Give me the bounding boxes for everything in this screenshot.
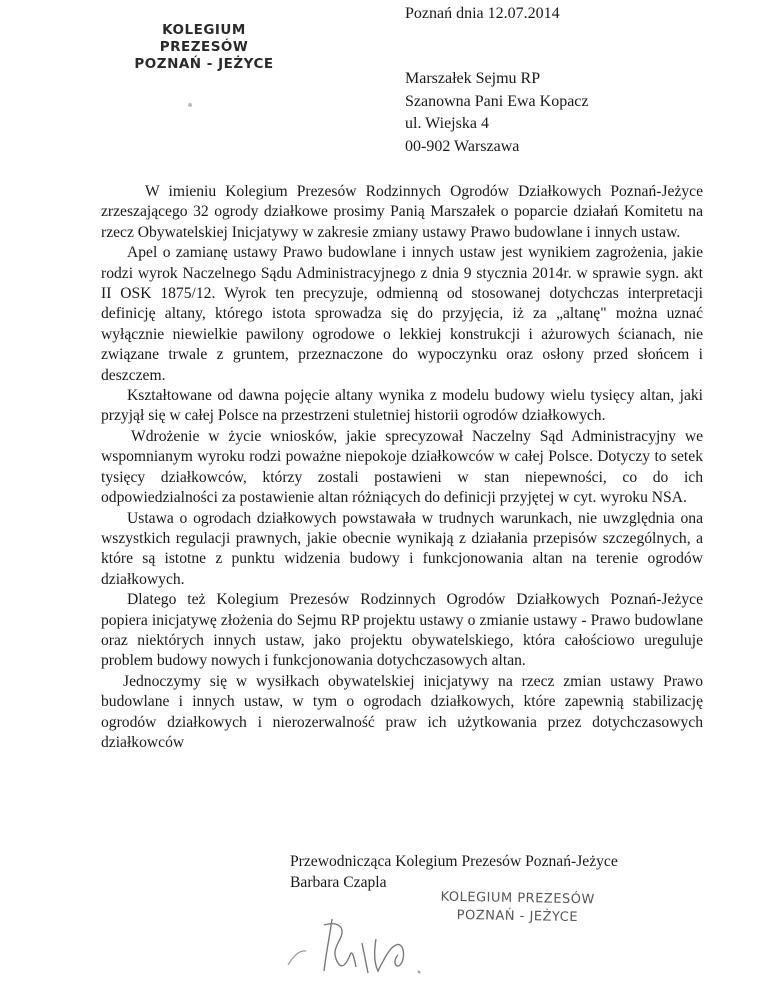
stamp-line: POZNAŃ - JEŻYCE bbox=[456, 907, 579, 926]
stamp-line: KOLEGIUM PREZESÓW bbox=[159, 22, 249, 55]
organization-stamp-footer bbox=[425, 888, 611, 927]
body-paragraph: Kształtowane od dawna pojęcie altany wynika z modelu budowy wielu tysięcy altan, jaki przyjął się w całej Polsce na przestrzeni stuletniej historii ogrodów działkowych. bbox=[101, 387, 703, 425]
body-paragraph: W imieniu Kolegium Prezesów Rodzinnych Ogrodów Działkowych Poznań-Jeżyce zrzeszającego 32 ogrody działkowe prosimy Panią Marszałek o poparcie działań Komitetu na rzecz Obywatelskiej Inicjatywy w zakresie zmiany ustawy Prawo budowlane i innych ustaw. bbox=[101, 183, 703, 241]
body-paragraph: Wdrożenie w życie wniosków, jakie sprecyzował Naczelny Sąd Administracyjny we wspomnianym wyroku rodzi poważne niepokoje działkowców w całej Polsce. Dotyczy to setek tysięcy działkowców, którzy zostali postawieni w stan niepewności, co do ich odpowiedzialności za postawienie altan różniących do definicji przyjętej w cyt. wyroku NSA. bbox=[101, 427, 703, 507]
letter-date: Poznań dnia 12.07.2014 bbox=[405, 5, 560, 22]
body-paragraph: Dlatego też Kolegium Prezesów Rodzinnych Ogrodów Działkowych Poznań-Jeżyce popiera inicjatywę złożenia do Sejmu RP projektu ustawy o zmianie ustawy - Prawo budowlane oraz niektórych innych ustaw, jako projektu obywatelskiego, która całościowo ureguluje problem budowy nowych i funkcjonowania dotychczasowych altan. bbox=[101, 591, 703, 670]
body-paragraph: Apel o zamianę ustawy Prawo budowlane i innych ustaw jest wynikiem zagrożenia, jakie rodzi wyrok Naczelnego Sądu Administracyjnego z dnia 9 stycznia 2014r. w sprawie sygn. akt II OSK 1875/12. Wyrok ten precyzuje, odmienną od stosowanej dotychczas interpretacji definicję altany, którego istota sprowadza się do przyjęcia, iż za „altanę" można uznać wyłącznie niewielkie pawilony ogrodowe o lekkiej konstrukcji i ażurowych ścianach, nie związane trwale z gruntem, przeznaczone do wypoczynku oraz osłony przed słońcem i deszczem. bbox=[101, 244, 703, 384]
scan-speck bbox=[188, 103, 192, 107]
body-paragraph: Jednoczymy się w wysiłkach obywatelskiej inicjatywy na rzecz zmian ustawy Prawo budowlane i innych ustaw, w tym o ogrodach działkowych, które zapewnią stabilizację ogrodów działkowych i nierozerwalność praw ich użytkowania przez dotychczasowych działkowców bbox=[101, 672, 703, 751]
stamp-line: POZNAŃ - JEŻYCE bbox=[134, 56, 274, 72]
letter-body bbox=[101, 182, 703, 753]
organization-stamp-header bbox=[118, 22, 290, 73]
handwritten-signature bbox=[280, 905, 450, 980]
signatory-name: Barbara Czapla bbox=[290, 873, 387, 891]
recipient-address bbox=[405, 68, 589, 158]
recipient-city: 00-902 Warszawa bbox=[405, 137, 520, 155]
signoff-block bbox=[290, 852, 618, 893]
stamp-line: KOLEGIUM PREZESÓW bbox=[440, 889, 595, 908]
body-paragraph: Ustawa o ogrodach działkowych powstawała w trudnych warunkach, nie uwzględnia ona wszystkich regulacji prawnych, jakie obecnie wynikają z działania przepisów szczególnych, a które są istotne z punktu widzenia budowy i funkcjonowania altan na terenie ogrodów działkowych. bbox=[101, 509, 703, 588]
signatory-title: Przewodnicząca Kolegium Prezesów Poznań-Jeżyce bbox=[290, 853, 618, 870]
recipient-street: ul. Wiejska 4 bbox=[405, 115, 489, 132]
recipient-title: Marszałek Sejmu RP bbox=[405, 70, 541, 87]
recipient-name: Szanowna Pani Ewa Kopacz bbox=[405, 92, 589, 110]
